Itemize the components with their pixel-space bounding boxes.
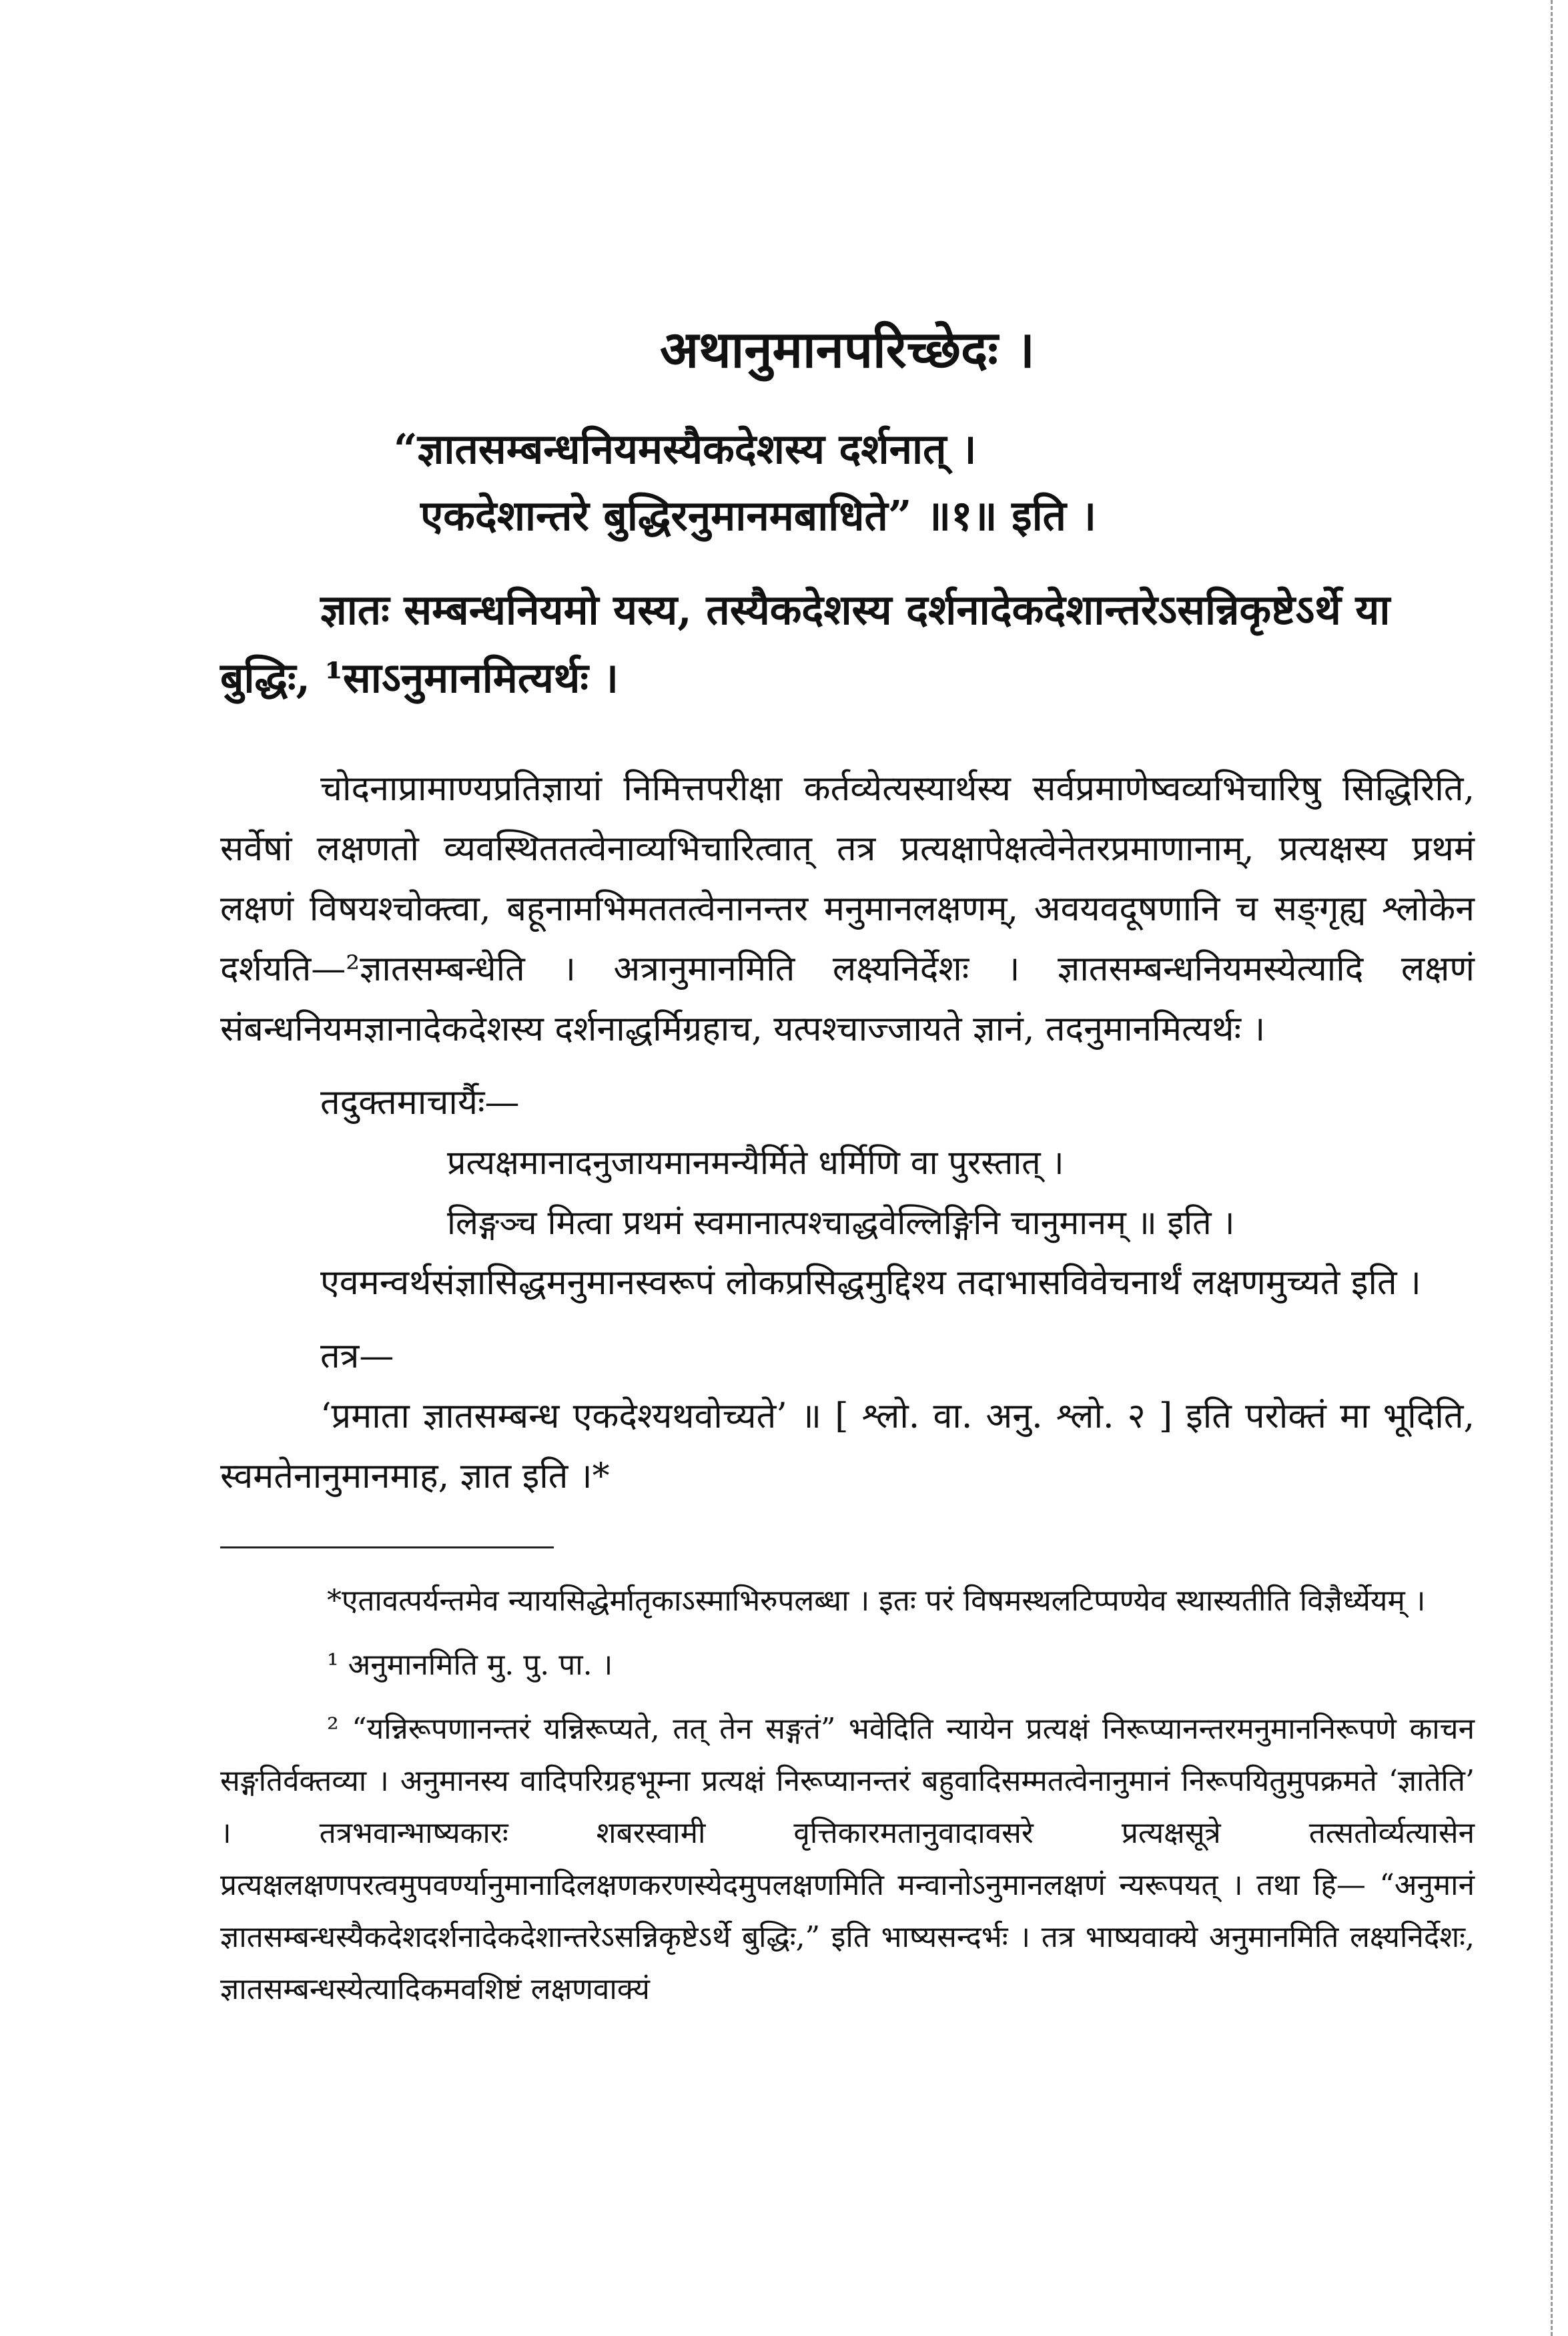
verse-line-2: एकदेशान्तरे बुद्धिरनुमानमबाधिते” ॥१॥ इति । [420,491,1097,540]
verse-line-1: “ज्ञातसम्बन्धनियमस्यैकदेशस्य दर्शनात् । [394,424,977,473]
chapter-heading: अथानुमानपरिच्छेदः । [660,320,1035,379]
footnote-divider [220,1546,554,1548]
quote-line-1: प्रत्यक्षमानादनुजायमानमन्यैर्मिते धर्मिणि वा पुरस्तात् । [447,1143,1064,1182]
tadukta-line: तदुक्तमाचार्यैः— [320,1083,520,1123]
footnote-2: ² “यन्निरूपणानन्तरं यन्निरूप्यते, तत् तेन सङ्गतं” भवेदिति न्यायेन प्रत्यक्षं निरूप्यानन्तरमनुमाननिरूपणे काचन सङ्गतिर्वक्तव्या । अनुमानस्य वादिपरिग्रहभूम्ना प्रत्यक्षं निरूप्यानन्तरं बहुवादिसम्मतत्वेनानुमानं निरूपयितुमुपक्रमते ‘ज्ञातेति’ । तत्रभवान्भाष्यकारः शबरस्वामी वृत्तिकारमतानुवादावसरे प्रत्यक्षसूत्रे तत्सतोर्व्यत्यासेन प्रत्यक्षलक्षणपरत्वमुपवर्ण्यानुमानादिलक्षणकरणस्येदमुपलक्षणमिति मन्वानोऽनुमानलक्षणं न्यरूपयत् । तथा हि— “अनुमानं ज्ञातसम्बन्धस्यैकदेशदर्शनादेकदेशान्तरेऽसन्निकृष्टेऽर्थे बुद्धिः,” इति भाष्यसन्दर्भः । तत्र भाष्यवाक्ये अनुमानमिति लक्ष्यनिर्देशः, ज्ञातसम्बन्धस्येत्यादिकमवशिष्टं लक्षणवाक्यं [220,1712,1475,2006]
quote-line-2: लिङ्गञ्च मित्वा प्रथमं स्वमानात्पश्चाद्धवेल्लिङ्गिनि चानुमानम् ॥ इति । [447,1203,1235,1242]
commentary-paragraph-3: ‘प्रमाता ज्ञातसम्बन्ध एकदेश्यथवोच्यते’ ॥ [ श्लो. वा. अनु. श्लो. २ ] इति परोक्तं मा भूदिति, स्वमतेनानुमानमाह, ज्ञात इति ।* [220,1396,1475,1496]
commentary-paragraph-2: एवमन्वर्थसंज्ञासिद्धमनुमानस्वरूपं लोकप्रसिद्धमुद्दिश्य तदाभासविवेचनार्थं लक्षणमुच्यते इति । [320,1263,1421,1303]
commentary-paragraph-1: चोदनाप्रामाण्यप्रतिज्ञायां निमित्तपरीक्षा कर्तव्येत्यस्यार्थस्य सर्वप्रमाणेष्वव्यभिचारिषु सिद्धिरिति, सर्वेषां लक्षणतो व्यवस्थिततत्वेनाव्यभिचारित्वात् तत्र प्रत्यक्षापेक्षत्वेनेतरप्रमाणानाम्, प्रत्यक्षस्य प्रथमं लक्षणं विषयश्चोक्त्वा, बहूनामभिमततत्वेनानन्तर मनुमानलक्षणम्, अवयवदूषणानि च सङ्गृह्य श्लोकेन दर्शयति—²ज्ञातसम्बन्धेति । अत्रानुमानमिति लक्ष्यनिर्देशः । ज्ञातसम्बन्धनियमस्येत्यादि लक्षणं संबन्धनियमज्ञानादेकदेशस्य दर्शनाद्धर्मिग्रहाच, यत्पश्चाज्जायते ज्ञानं, तदनुमानमित्यर्थः । [220,769,1475,1049]
footnotes [220,1575,1475,2016]
karika-verse [220,416,1475,549]
page-edge-dashes [1551,0,1555,2336]
document-page [220,314,1475,2028]
footnote-1: ¹ अनुमानमिति मु. पु. पा. । [327,1648,613,1682]
tatra-line: तत्र— [320,1336,394,1376]
footnote-star: *एतावत्पर्यन्तमेव न्यायसिद्धेर्मातृकाऽस्माभिरुपलब्धा । इतः परं विषमस्थलटिप्पण्येव स्थास्यतीति विज्ञैर्ध्येयम् । [327,1584,1426,1618]
commentary-body [220,759,1475,1506]
verse-gloss: ज्ञातः सम्बन्धनियमो यस्य, तस्यैकदेशस्य दर्शनादेकदेशान्तरेऽसन्निकृष्टेऽर्थे या बुद्धिः, ¹साऽनुमानमित्यर्थः । [220,585,1391,702]
